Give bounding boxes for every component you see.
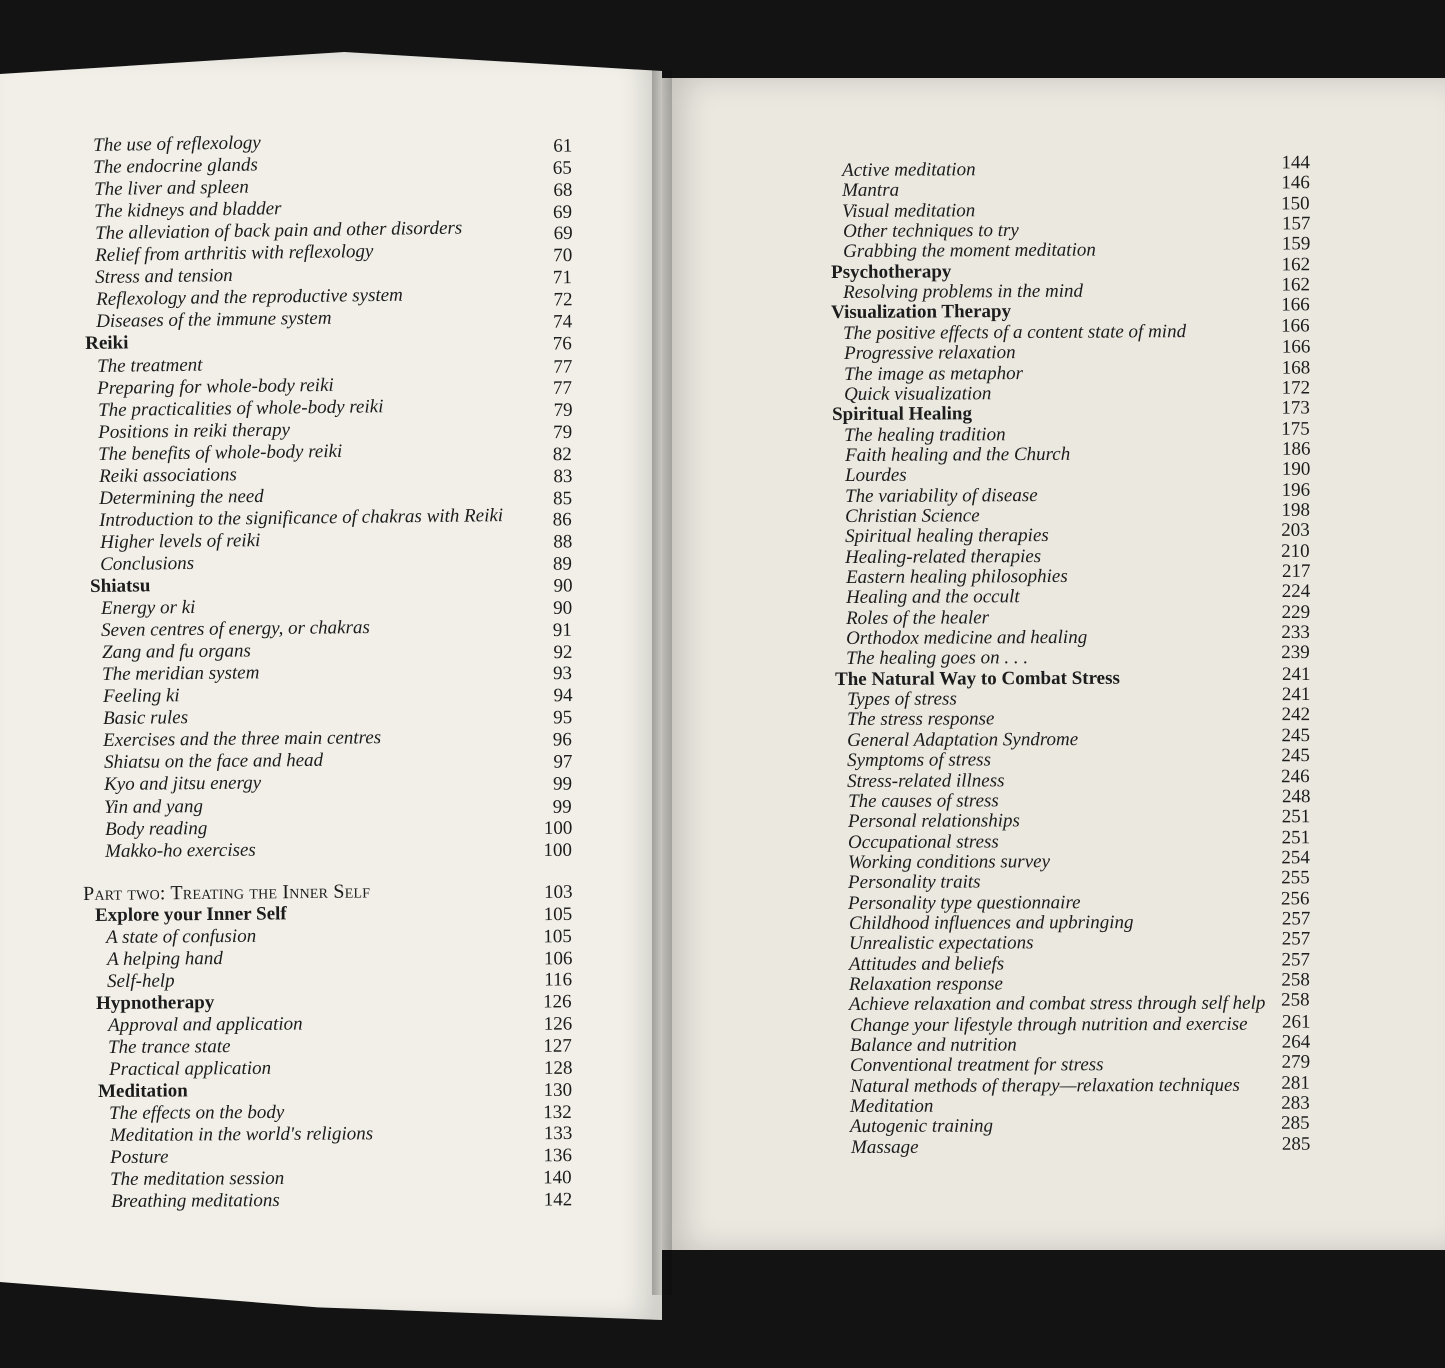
toc-entry-title: Personality type questionnaire (848, 891, 1082, 914)
toc-entry-page-number: 91 (553, 619, 573, 641)
toc-entry-page-number: 168 (1281, 356, 1311, 378)
toc-entry-title: Mantra (842, 179, 900, 202)
toc-entry-title: The meridian system (102, 662, 260, 686)
toc-entry-title: The kidneys and bladder (94, 198, 282, 223)
toc-entry-title: Yin and yang (104, 795, 204, 818)
toc-entry-page-number: 130 (543, 1079, 573, 1101)
toc-entry-title: The image as metaphor (843, 362, 1023, 385)
toc-entry-title: Practical application (108, 1057, 271, 1081)
toc-entry-page-number: 245 (1281, 745, 1311, 767)
toc-entry-title: Reiki (85, 332, 129, 355)
toc-entry-page-number: 172 (1281, 377, 1311, 399)
toc-entry-title: The practicalities of whole-body reiki (97, 395, 384, 421)
toc-entry-title: Breathing meditations (110, 1190, 280, 1213)
toc-entry-page-number: 90 (553, 575, 573, 597)
toc-entry-page-number: 70 (553, 245, 573, 267)
toc-entry-page-number: 69 (553, 201, 573, 223)
toc-entry-page-number: 100 (543, 817, 573, 839)
toc-entry-title: Progressive relaxation (843, 342, 1016, 365)
toc-entry-page-number: 258 (1281, 990, 1311, 1012)
toc-entry-title: Change your lifestyle through nutrition and exercise (849, 1013, 1248, 1036)
toc-entry-title: Attitudes and beliefs (849, 953, 1005, 975)
toc-entry-title: Autogenic training (850, 1116, 994, 1138)
toc-entry-page-number: 162 (1281, 254, 1311, 276)
toc-entry-title: Introduction to the significance of chakras with Reiki (99, 504, 504, 531)
book-gutter (652, 70, 672, 1295)
toc-entry-title: A helping hand (106, 947, 223, 970)
toc-entry-title: Determining the need (99, 485, 264, 509)
toc-entry-title: The meditation session (110, 1168, 285, 1191)
toc-entry-title: Psychotherapy (830, 261, 952, 283)
toc-entry-title: The endocrine glands (93, 154, 259, 179)
toc-entry-title: The stress response (846, 708, 995, 731)
toc-entry-title: Seven centres of energy, or chakras (101, 617, 371, 642)
toc-entry-page-number: 198 (1281, 499, 1311, 521)
toc-entry-page-number: 186 (1281, 438, 1311, 460)
toc-entry-title: Diseases of the immune system (96, 308, 332, 333)
toc-entry-title: Faith healing and the Church (844, 443, 1070, 466)
toc-entry-page-number: 166 (1281, 295, 1311, 317)
toc-entry-page-number: 76 (553, 333, 573, 355)
toc-entry-title: Other techniques to try (842, 220, 1019, 243)
toc-entry-title: Shiatsu on the face and head (103, 750, 323, 774)
toc-entry-title: The trance state (108, 1036, 231, 1058)
toc-entry-page-number: 99 (552, 773, 573, 795)
toc-entry-title: Part two: Treating the Inner Self (82, 880, 370, 905)
toc-entry-title: The positive effects of a content state of mind (843, 320, 1187, 344)
toc-entry-page-number: 251 (1281, 806, 1311, 828)
toc-entry-title: Basic rules (102, 707, 189, 730)
toc-entry-page-number: 133 (543, 1123, 573, 1145)
toc-entry-title: Meditation (97, 1080, 188, 1103)
toc-entry-title: Unrealistic expectations (848, 932, 1034, 955)
toc-entry-page-number: 74 (553, 311, 573, 333)
toc-entry-page-number: 126 (543, 991, 573, 1013)
toc-entry-title: Roles of the healer (845, 607, 990, 629)
toc-entry-page-number: 61 (553, 135, 573, 157)
toc-entry-page-number: 257 (1281, 908, 1311, 930)
toc-entry-title: Kyo and jitsu energy (104, 772, 262, 796)
toc-entry-page-number: 69 (553, 223, 573, 245)
toc-entry-title: Personal relationships (847, 810, 1020, 833)
toc-entry-page-number: 127 (543, 1035, 573, 1057)
toc-entry-page-number: 242 (1281, 704, 1311, 726)
toc-entry-title: The healing goes on . . . (846, 647, 1029, 670)
toc-entry-title: Quick visualization (843, 383, 992, 405)
toc-entry-title: The variability of disease (844, 484, 1038, 507)
toc-entry-page-number: 248 (1281, 785, 1311, 808)
toc-entry-title: Positions in reiki therapy (97, 419, 291, 443)
toc-entry-page-number: 224 (1281, 581, 1311, 603)
toc-entry-page-number: 166 (1281, 315, 1311, 337)
toc-entry-title: The Natural Way to Combat Stress (834, 667, 1120, 690)
toc-entry-page-number: 103 (543, 881, 573, 903)
toc-entry-title: Posture (110, 1146, 169, 1169)
toc-entry-title: Resolving problems in the mind (843, 280, 1084, 304)
toc-entry-title: Achieve relaxation and combat stress through self help (849, 992, 1266, 1016)
toc-entry-title: Healing and the occult (845, 586, 1020, 609)
toc-entry-title: Eastern healing philosophies (845, 565, 1068, 588)
toc-entry-page-number: 239 (1281, 642, 1311, 664)
toc-entry-title: Hypnotherapy (96, 991, 215, 1014)
toc-entry-title: Reflexology and the reproductive system (95, 284, 403, 311)
toc-entry-page-number: 217 (1281, 561, 1311, 583)
toc-entry-title: Conventional treatment for stress (849, 1054, 1104, 1077)
toc-entry-page-number: 142 (543, 1189, 573, 1211)
toc-entry-page-number: 65 (553, 157, 573, 179)
toc-entry-page-number: 126 (543, 1013, 573, 1035)
toc-entry-title: Body reading (104, 817, 208, 840)
toc-entry-title: Symptoms of stress (847, 749, 992, 772)
toc-entry-title: The use of reflexology (93, 132, 261, 156)
toc-entry-page-number: 144 (1281, 152, 1311, 174)
toc-entry-page-number: 95 (553, 707, 573, 729)
toc-entry-page-number: 264 (1281, 1031, 1311, 1053)
toc-entry-page-number: 157 (1281, 213, 1311, 235)
toc-entry-title: Meditation (850, 1095, 934, 1118)
toc-entry-page-number: 77 (553, 377, 573, 399)
toc-entry-page-number: 175 (1281, 417, 1311, 440)
toc-entry-page-number: 71 (553, 267, 573, 289)
toc-entry-page-number: 166 (1281, 336, 1311, 358)
toc-entry-page-number: 241 (1281, 663, 1311, 685)
toc-entry-page-number: 106 (543, 947, 573, 969)
toc-entry-page-number: 77 (553, 355, 573, 377)
toc-entry-title: Visual meditation (842, 199, 976, 222)
toc-entry-title: The alleviation of back pain and other disorders (94, 217, 462, 245)
toc-entry-page-number: 285 (1281, 1133, 1311, 1155)
toc-entry-page-number: 83 (553, 465, 573, 487)
toc-entry-title: Working conditions survey (848, 851, 1051, 873)
toc-entry-title: Healing-related therapies (845, 545, 1042, 568)
toc-entry-page-number: 190 (1281, 458, 1311, 480)
toc-entry-page-number: 94 (553, 685, 573, 707)
toc-entry-page-number: 256 (1281, 888, 1311, 910)
toc-entry-title: General Adaptation Syndrome (847, 728, 1079, 751)
toc-entry-page-number: 89 (553, 553, 573, 575)
toc-entry-page-number: 233 (1281, 622, 1311, 644)
toc-entry-page-number: 241 (1281, 683, 1311, 705)
toc-entry-page-number: 196 (1281, 479, 1311, 501)
toc-entry-page-number: 68 (553, 179, 573, 201)
toc-entry-page-number: 279 (1281, 1051, 1311, 1073)
toc-entry-page-number: 246 (1281, 765, 1311, 787)
toc-entry-page-number: 93 (553, 663, 573, 685)
toc-entry-page-number: 79 (553, 399, 573, 421)
toc-entry-title: Personality traits (848, 871, 981, 894)
toc-entry-page-number: 88 (553, 531, 573, 553)
toc-entry-title: Spiritual Healing (832, 403, 973, 426)
toc-entry-title: A state of confusion (106, 925, 257, 948)
toc-entry-title: Self-help (107, 970, 175, 992)
toc-entry-page-number: 85 (553, 487, 573, 509)
toc-entry-page-number: 86 (553, 509, 573, 531)
toc-entry-title: The liver and spleen (93, 176, 249, 201)
toc-entry-page-number: 261 (1281, 1010, 1311, 1032)
toc-entry-title: Childhood influences and upbringing (848, 911, 1134, 934)
toc-entry-page-number: 229 (1281, 601, 1311, 624)
toc-entry-title: Stress and tension (95, 265, 234, 289)
toc-entry-title: Types of stress (846, 688, 957, 711)
toc-entry-title: The treatment (96, 354, 203, 377)
toc-entry-page-number: 159 (1281, 233, 1311, 256)
toc-entry-title: Makko-ho exercises (105, 839, 257, 862)
toc-entry-title: Christian Science (845, 505, 980, 527)
toc-entry-page-number: 136 (543, 1145, 573, 1167)
toc-entry-title: Visualization Therapy (831, 301, 1012, 324)
toc-entry-title: Shiatsu (89, 575, 151, 597)
toc-entry-page-number: 257 (1281, 928, 1311, 951)
toc-entry-title: Feeling ki (102, 685, 180, 708)
toc-entry-page-number: 132 (543, 1101, 573, 1123)
toc-entry-title: The effects on the body (109, 1101, 285, 1125)
toc-entry-title: The benefits of whole-body reiki (98, 440, 343, 465)
toc-entry-title: Spiritual healing therapies (845, 525, 1050, 548)
toc-entry-title: Exercises and the three main centres (103, 727, 382, 752)
toc-entry-title: Natural methods of therapy—relaxation techniques (850, 1074, 1240, 1097)
toc-entry-page-number: 255 (1281, 867, 1311, 889)
toc-entry-title: Approval and application (107, 1013, 303, 1036)
toc-entry-title: Stress-related illness (847, 769, 1005, 792)
toc-entry-page-number: 79 (553, 421, 573, 443)
toc-entry-title: Orthodox medicine and healing (846, 626, 1088, 650)
toc-entry-page-number: 96 (553, 729, 573, 751)
toc-entry-title: Energy or ki (100, 596, 196, 620)
toc-entry-page-number: 150 (1281, 193, 1311, 215)
toc-entry-page-number: 254 (1281, 847, 1311, 869)
toc-entry-page-number: 258 (1281, 969, 1311, 991)
toc-entry-title: Preparing for whole-body reiki (97, 374, 335, 399)
toc-entry-title: Active meditation (842, 159, 976, 181)
toc-entry-page-number: 210 (1281, 540, 1311, 562)
toc-entry-page-number: 173 (1281, 397, 1311, 419)
toc-entry-page-number: 116 (544, 969, 573, 991)
toc-entry-page-number: 99 (552, 795, 573, 817)
toc-entry-page-number: 100 (543, 839, 573, 861)
toc-entry-page-number: 140 (543, 1167, 573, 1189)
toc-entry-page-number: 105 (543, 925, 573, 947)
toc-entry-page-number: 90 (553, 597, 573, 619)
toc-entry-title: The causes of stress (847, 790, 999, 812)
toc-entry-title: Grabbing the moment meditation (842, 239, 1096, 263)
toc-entry-page-number: 281 (1281, 1072, 1311, 1094)
toc-entry-title: Meditation in the world's religions (109, 1123, 373, 1147)
toc-entry-page-number: 283 (1281, 1092, 1311, 1114)
toc-entry-title: Higher levels of reiki (99, 529, 261, 553)
toc-entry-page-number: 203 (1281, 520, 1311, 542)
toc-entry-title: Conclusions (100, 552, 195, 575)
toc-entry-page-number: 285 (1281, 1112, 1311, 1135)
toc-entry-title: Balance and nutrition (849, 1034, 1017, 1057)
toc-entry-title: Occupational stress (847, 830, 999, 853)
toc-entry-page-number: 245 (1281, 724, 1311, 746)
toc-entry-title: Reiki associations (98, 464, 237, 487)
toc-entry-title: Massage (850, 1136, 919, 1158)
toc-entry-page-number: 257 (1281, 949, 1311, 971)
toc-entry-page-number: 92 (553, 641, 573, 663)
toc-entry-title: The healing tradition (844, 423, 1006, 446)
toc-entry-page-number: 97 (553, 751, 573, 773)
toc-entry-title: Relief from arthritis with reflexology (94, 241, 374, 267)
toc-entry-title: Explore your Inner Self (94, 903, 287, 926)
toc-entry-title: Lourdes (844, 464, 907, 487)
toc-entry-page-number: 82 (553, 443, 573, 465)
toc-entry-page-number: 72 (553, 289, 573, 311)
toc-entry-page-number: 128 (543, 1057, 573, 1079)
toc-entry-page-number: 146 (1281, 172, 1311, 194)
toc-entry-title: Relaxation response (849, 973, 1004, 995)
toc-entry-page-number: 105 (543, 903, 573, 925)
toc-entry-page-number: 251 (1281, 826, 1311, 848)
toc-entry-page-number: 162 (1281, 274, 1311, 296)
toc-entry-title: Zang and fu organs (101, 640, 251, 664)
